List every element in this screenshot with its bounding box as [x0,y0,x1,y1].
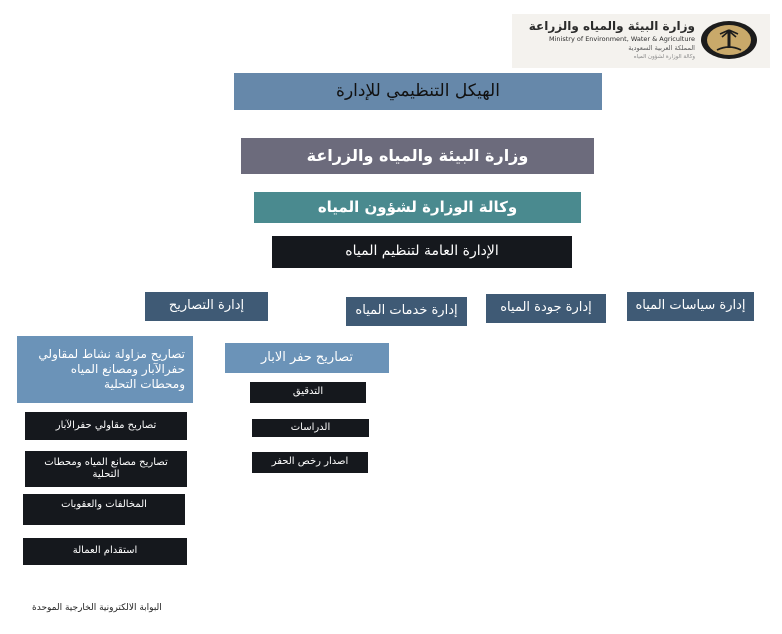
chart-title: الهيكل التنظيمي للإدارة [234,73,602,110]
dept-water-quality: إدارة جودة المياه [486,294,606,323]
footer-portal-text: البوابة الالكترونية الخارجية الموحدة [32,603,162,613]
item-labor-recruitment: استقدام العمالة [23,538,187,565]
logo-agency: وكالة الوزارة لشؤون المياه [633,54,695,60]
dept-licenses: إدارة التصاريح [145,292,268,321]
item-drilling-permits: اصدار رخص الحفر [252,452,368,473]
ministry-box: وزارة البيئة والمياه والزراعة [241,138,594,174]
palm-swords-emblem-icon [700,20,758,60]
unit-contractor-licenses: تصاريح مزاولة نشاط لمقاولي حفرالآبار ومصانع المياه ومحطات التحلية [17,336,193,403]
unit-drilling-licenses: تصاريح حفر الابار [225,343,389,373]
item-violations: المخالفات والعقوبات [23,494,185,525]
logo-kingdom: المملكة العربية السعودية [628,44,695,52]
agency-box: وكالة الوزارة لشؤون المياه [254,192,581,223]
item-well-contractor-licenses: تصاريح مقاولي حفرالآبار [25,412,187,440]
item-studies: الدراسات [252,419,369,437]
logo-name-arabic: وزارة البيئة والمياه والزراعة [528,19,695,33]
dept-water-policies: إدارة سياسات المياه [627,292,754,321]
logo-name-english: Ministry of Environment, Water & Agriculture [549,35,695,43]
dept-water-services: إدارة خدمات المياه [346,297,467,326]
directorate-box: الإدارة العامة لتنظيم المياه [272,236,572,268]
item-audit: التدقيق [250,382,366,403]
item-factory-licenses: تصاريح مصانع المياه ومحطات التحلية [25,451,187,487]
